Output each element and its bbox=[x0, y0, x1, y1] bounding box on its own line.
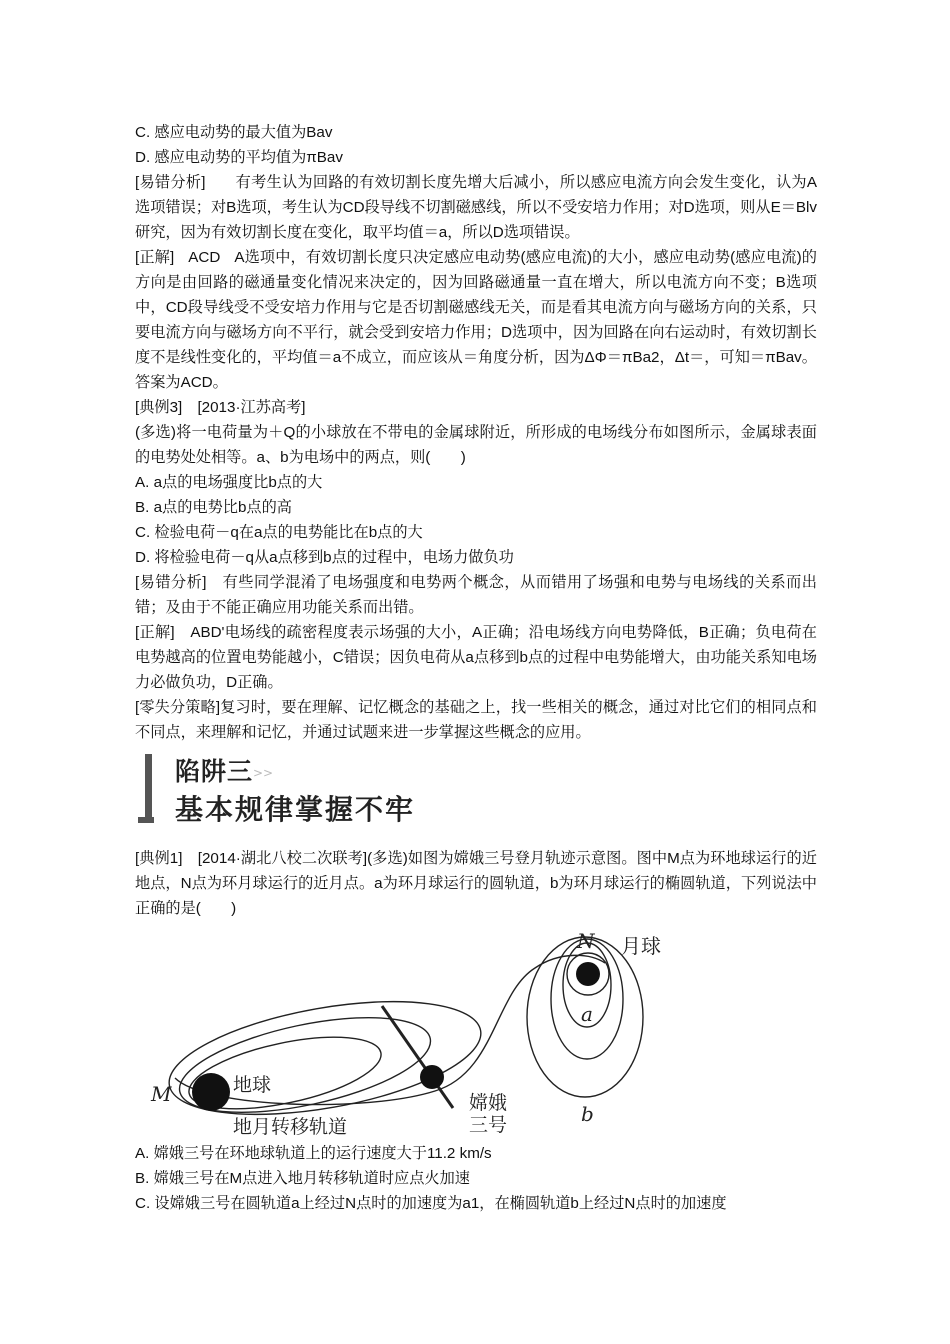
example1-option-b: B. 嫦娥三号在M点进入地月转移轨道时应点火加速 bbox=[135, 1170, 470, 1187]
example3-question: (多选)将一电荷量为＋Q的小球放在不带电的金属球附近，所形成的电场线分布如图所示，金属球表面的电势处处相等。a、b为电场中的两点，则( ) bbox=[135, 424, 817, 466]
example3-option-b: B. a点的电势比b点的高 bbox=[135, 499, 292, 516]
example3-option-c: C. 检验电荷－q在a点的电势能比在b点的大 bbox=[135, 524, 423, 541]
example3-solution: [正解] ABD'电场线的疏密程度表示场强的大小，A正确；沿电场线方向电势降低，B正确；负电荷在电势越高的位置电势能越小，C错误；因负电荷从a点移到b点的过程中电势能增大，由功能关系知电场力必做负功，D正确。 bbox=[135, 624, 817, 691]
banner-trap-number: 陷阱三 bbox=[175, 757, 254, 786]
label-probe-line1: 嫦娥 bbox=[469, 1092, 508, 1114]
example3-heading: [典例3] [2013·江苏高考] bbox=[135, 399, 306, 416]
option-d-line: D. 感应电动势的平均值为πBav bbox=[135, 149, 343, 166]
banner-bracket-horizontal bbox=[138, 817, 154, 823]
banner-arrows-icon: >> bbox=[253, 766, 274, 780]
label-transfer-orbit: 地月转移轨道 bbox=[233, 1116, 348, 1135]
solution-answer: ACD bbox=[188, 249, 221, 266]
earth-orbit-outer bbox=[161, 981, 490, 1134]
chang-e-3-probe-icon bbox=[420, 1065, 444, 1089]
label-probe-line2: 三号 bbox=[469, 1114, 508, 1135]
label-m: M bbox=[151, 1082, 172, 1106]
earth-icon bbox=[192, 1073, 230, 1111]
example1-option-a: A. 嫦娥三号在环地球轨道上的运行速度大于11.2 km/s bbox=[135, 1145, 492, 1162]
banner-bracket-vertical bbox=[145, 754, 152, 818]
example3-option-a: A. a点的电场强度比b点的大 bbox=[135, 474, 323, 491]
chang-e-3-trajectory-figure bbox=[135, 923, 817, 1135]
label-moon: 月球 bbox=[621, 934, 661, 958]
example3-option-d: D. 将检验电荷－q从a点移到b点的过程中，电场力做负功 bbox=[135, 549, 514, 566]
moon-orbit-middle bbox=[551, 939, 623, 1059]
example3-error-analysis: [易错分析] 有些同学混淆了电场强度和电势两个概念，从而错用了场强和电势与电场线的关系而出错；及由于不能正确应用功能关系而出错。 bbox=[135, 574, 817, 616]
label-n: N bbox=[577, 929, 595, 953]
label-earth: 地球 bbox=[233, 1074, 272, 1096]
error-analysis-text: 有考生认为回路的有效切割长度先增大后减小，所以感应电流方向会发生变化，认为A选项错误；对B选项，考生认为CD段导线不切割磁感线，所以不受安培力作用；对D选项，则从E＝Blv研究，因为有效切割长度在变化，取平均值＝a，所以D选项错误。 bbox=[135, 174, 817, 241]
zero-loss-strategy: [零失分策略]复习时，要在理解、记忆概念的基础之上，找一些相关的概念，通过对比它们的相同点和不同点，来理解和记忆，并通过试题来进一步掌握这些概念的应用。 bbox=[135, 699, 817, 741]
solution-paragraph bbox=[135, 245, 817, 395]
example1-option-c: C. 设嫦娥三号在圆轨道a上经过N点时的加速度为a1，在椭圆轨道b上经过N点时的加速度 bbox=[135, 1195, 727, 1212]
solution-text: A选项中，有效切割长度只决定感应电动势(感应电流)的大小，感应电动势(感应电流)的方向是由回路的磁通量变化情况来决定的，因为回路磁通量一直在增大，所以电流方向不变；B选项中，CD段导线受不受安培力作用与它是否切割磁感线无关，而是看其电流方向与磁场方向的关系，只要电流方向与磁场方向不平行，就会受到安培力作用；D选项中，因为回路在向右运动时，有效切割长度不是线性变化的，平均值＝a不成立，而应该从＝角度分析，因为ΔΦ＝πBa2，Δt＝，可知＝πBav。答案为ACD。 bbox=[135, 249, 817, 391]
solution-tag: [正解] bbox=[135, 249, 175, 266]
label-a: a bbox=[581, 1002, 593, 1026]
trajectory-diagram bbox=[135, 923, 817, 1135]
moon-icon bbox=[576, 962, 600, 986]
error-analysis-tag: [易错分析] bbox=[135, 174, 206, 191]
error-analysis-paragraph bbox=[135, 170, 817, 245]
document-page bbox=[135, 120, 817, 1216]
option-c-line: C. 感应电动势的最大值为Bav bbox=[135, 124, 333, 141]
section-banner bbox=[135, 748, 817, 846]
example1-question: [典例1] [2014·湖北八校二次联考](多选)如图为嫦娥三号登月轨迹示意图。图中M点为环地球运行的近地点，N点为环月球运行的近月点。a为环月球运行的圆轨道，b为环月球运行的椭圆轨道，下列说法中正确的是( ) bbox=[135, 850, 817, 917]
label-b: b bbox=[581, 1102, 594, 1126]
banner-trap-title: 基本规律掌握不牢 bbox=[175, 793, 416, 826]
